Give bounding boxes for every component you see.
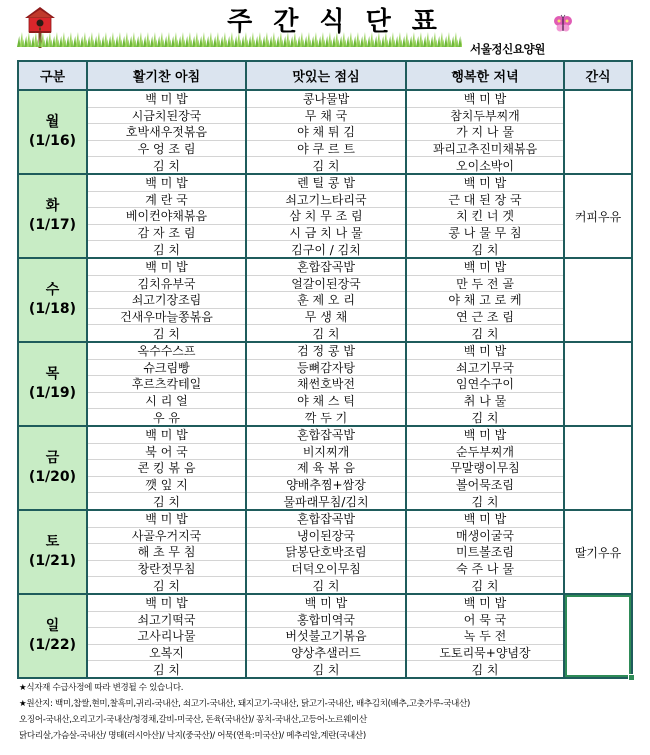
- dinner-item[interactable]: 김 치: [471, 494, 499, 509]
- day-date: (1/21): [28, 553, 77, 569]
- breakfast-item[interactable]: 오복지: [88, 645, 245, 662]
- breakfast-item[interactable]: 호박새우젓볶음: [88, 124, 245, 141]
- lunch-item[interactable]: 무 채 국: [247, 108, 405, 125]
- weekly-menu-table: [17, 60, 633, 679]
- dinner-item[interactable]: 김 치: [471, 410, 499, 425]
- lunch-item[interactable]: 쇠고기느타리국: [247, 192, 405, 209]
- breakfast-item[interactable]: 계 란 국: [88, 192, 245, 209]
- day-label-cell[interactable]: [19, 343, 88, 425]
- note-line: 오징어-국내산,오리고기-국내산/청경채,갈비-미국산, 돈육(국내산)/ 꽁치-국내산,고등어-노르웨이산: [19, 715, 367, 725]
- lunch-item[interactable]: 냉이된장국: [247, 528, 405, 545]
- breakfast-item[interactable]: 깻 잎 지: [88, 477, 245, 494]
- snack-cell[interactable]: 커피우유: [574, 209, 622, 224]
- day-label-cell[interactable]: [19, 91, 88, 173]
- dinner-item[interactable]: 김 치: [471, 662, 499, 677]
- dinner-item[interactable]: 취 나 물: [407, 393, 563, 410]
- breakfast-cell: [88, 343, 247, 425]
- day-label-cell[interactable]: [19, 175, 88, 257]
- breakfast-item[interactable]: 김 치: [153, 242, 180, 257]
- organization-name: 서울정신요양원: [470, 42, 545, 56]
- day-row: [19, 91, 631, 175]
- dinner-item[interactable]: 백 미 밥: [407, 427, 563, 444]
- dinner-item[interactable]: 백 미 밥: [407, 175, 563, 192]
- day-name: 목: [45, 366, 60, 382]
- breakfast-item[interactable]: 백 미 밥: [88, 259, 245, 276]
- lunch-item[interactable]: 혼합잡곡밥: [247, 259, 405, 276]
- notes: [19, 680, 631, 744]
- lunch-item[interactable]: 버섯불고기볶음: [247, 628, 405, 645]
- lunch-item[interactable]: 비지찌개: [247, 444, 405, 461]
- lunch-item[interactable]: 홍합미역국: [247, 612, 405, 629]
- breakfast-cell: [88, 511, 247, 593]
- dinner-item[interactable]: 근 대 된 장 국: [407, 192, 563, 209]
- lunch-item[interactable]: 채썬호박전: [247, 376, 405, 393]
- breakfast-item[interactable]: 백 미 밥: [88, 175, 245, 192]
- dinner-item[interactable]: 김 치: [471, 578, 499, 593]
- breakfast-item[interactable]: 감 자 조 림: [88, 225, 245, 242]
- breakfast-item[interactable]: 슈크림빵: [88, 360, 245, 377]
- day-row: [19, 259, 631, 343]
- breakfast-item[interactable]: 해 초 무 침: [88, 544, 245, 561]
- day-date: (1/19): [28, 385, 77, 401]
- lunch-item[interactable]: 무 생 채: [247, 309, 405, 326]
- lunch-cell: [247, 91, 407, 173]
- breakfast-item[interactable]: 김 치: [153, 158, 180, 173]
- dinner-item[interactable]: 꽈리고추진미채볶음: [407, 141, 563, 158]
- breakfast-item[interactable]: 김 치: [153, 578, 180, 593]
- dinner-item[interactable]: 볼어묵조림: [407, 477, 563, 494]
- lunch-item[interactable]: 김구이 / 김치: [291, 242, 361, 257]
- breakfast-item[interactable]: 고사리나물: [88, 628, 245, 645]
- breakfast-item[interactable]: 백 미 밥: [88, 511, 245, 528]
- snack-cell[interactable]: [565, 427, 631, 509]
- breakfast-cell: [88, 175, 247, 257]
- dinner-item[interactable]: 숙 주 나 물: [407, 561, 563, 578]
- day-date: (1/17): [28, 217, 77, 233]
- dinner-cell: [407, 91, 565, 173]
- lunch-item[interactable]: 제 육 볶 음: [247, 460, 405, 477]
- lunch-item[interactable]: 훈 제 오 리: [247, 292, 405, 309]
- dinner-item[interactable]: 순두부찌개: [407, 444, 563, 461]
- lunch-item[interactable]: 혼합잡곡밥: [247, 511, 405, 528]
- dinner-item[interactable]: 미트볼조림: [407, 544, 563, 561]
- dinner-item[interactable]: 녹 두 전: [407, 628, 563, 645]
- lunch-item[interactable]: 김 치: [312, 662, 340, 677]
- day-label-cell[interactable]: [19, 427, 88, 509]
- day-date: (1/18): [28, 301, 77, 317]
- lunch-item[interactable]: 삼 치 무 조 림: [247, 208, 405, 225]
- day-date: (1/16): [28, 133, 77, 149]
- lunch-item[interactable]: 양상추샐러드: [247, 645, 405, 662]
- dinner-item[interactable]: 백 미 밥: [407, 511, 563, 528]
- breakfast-cell: [88, 259, 247, 341]
- snack-cell[interactable]: [565, 343, 631, 425]
- lunch-item[interactable]: 야 채 튀 김: [247, 124, 405, 141]
- dinner-item[interactable]: 김 치: [471, 326, 499, 341]
- dinner-item[interactable]: 백 미 밥: [407, 91, 563, 108]
- lunch-item[interactable]: 검 정 콩 밥: [247, 343, 405, 360]
- lunch-cell: [247, 427, 407, 509]
- breakfast-item[interactable]: 김 치: [153, 494, 180, 509]
- snack-cell[interactable]: [565, 91, 631, 173]
- breakfast-cell: [88, 595, 247, 677]
- snack-cell[interactable]: 딸기우유: [574, 545, 622, 560]
- day-row: [19, 343, 631, 427]
- lunch-item[interactable]: 김 치: [312, 578, 340, 593]
- lunch-item[interactable]: 백 미 밥: [247, 595, 405, 612]
- lunch-item[interactable]: 깍 두 기: [304, 410, 348, 425]
- day-label-cell[interactable]: [19, 259, 88, 341]
- lunch-item[interactable]: 닭봉단호박조림: [247, 544, 405, 561]
- dinner-item[interactable]: 연 근 조 림: [407, 309, 563, 326]
- dinner-item[interactable]: 무말랭이무침: [407, 460, 563, 477]
- day-name: 월: [45, 114, 60, 130]
- breakfast-item[interactable]: 사골우거지국: [88, 528, 245, 545]
- lunch-cell: [247, 259, 407, 341]
- page-title: 주 간 식 단 표: [227, 7, 443, 37]
- breakfast-item[interactable]: 김 치: [153, 326, 180, 341]
- breakfast-item[interactable]: 우 엉 조 림: [88, 141, 245, 158]
- lunch-item[interactable]: 렌 틸 콩 밥: [247, 175, 405, 192]
- lunch-cell: [247, 175, 407, 257]
- dinner-cell: [407, 259, 565, 341]
- lunch-item[interactable]: 콩나물밥: [247, 91, 405, 108]
- dinner-item[interactable]: 백 미 밥: [407, 259, 563, 276]
- header-breakfast[interactable]: 활기찬 아침: [88, 62, 247, 89]
- dinner-item[interactable]: 도토리묵+양념장: [407, 645, 563, 662]
- day-date: (1/20): [28, 469, 77, 485]
- header-row: [19, 62, 631, 91]
- dinner-item[interactable]: 참치두부찌개: [407, 108, 563, 125]
- dinner-cell: [407, 511, 565, 593]
- day-name: 금: [45, 450, 60, 466]
- lunch-item[interactable]: 야 쿠 르 트: [247, 141, 405, 158]
- lunch-item[interactable]: 얼갈이된장국: [247, 276, 405, 293]
- dinner-item[interactable]: 백 미 밥: [407, 595, 563, 612]
- lunch-item[interactable]: 더덕오이무침: [247, 561, 405, 578]
- butterfly-icon: [553, 14, 573, 34]
- day-name: 수: [45, 282, 60, 298]
- breakfast-cell: [88, 427, 247, 509]
- lunch-item[interactable]: 등뼈감자탕: [247, 360, 405, 377]
- day-date: (1/22): [28, 637, 77, 653]
- breakfast-item[interactable]: 북 어 국: [88, 444, 245, 461]
- day-row: [19, 595, 631, 677]
- lunch-item[interactable]: 야 채 스 틱: [247, 393, 405, 410]
- day-name: 토: [45, 534, 60, 550]
- dinner-cell: [407, 343, 565, 425]
- snack-cell[interactable]: [565, 259, 631, 341]
- breakfast-item[interactable]: 백 미 밥: [88, 595, 245, 612]
- breakfast-item[interactable]: 시금치된장국: [88, 108, 245, 125]
- dinner-item[interactable]: 만 두 전 골: [407, 276, 563, 293]
- note-line: 닭다리살,가슴살-국내산/ 명태(러시아산)/ 낙지(중국산)/ 어묵(연육:미국산)/ 메추리알,계란(국내산): [19, 731, 366, 741]
- dinner-item[interactable]: 어 묵 국: [407, 612, 563, 629]
- header-category[interactable]: 구분: [19, 62, 88, 89]
- lunch-item[interactable]: 혼합잡곡밥: [247, 427, 405, 444]
- day-row: [19, 175, 631, 259]
- lunch-item[interactable]: 물파래무침/김치: [283, 494, 369, 509]
- lunch-item[interactable]: 양배추찜+쌈장: [247, 477, 405, 494]
- breakfast-item[interactable]: 건새우마늘쫑볶음: [88, 309, 245, 326]
- dinner-item[interactable]: 임연수구이: [407, 376, 563, 393]
- day-label-cell[interactable]: [19, 511, 88, 593]
- header-dinner[interactable]: 행복한 저녁: [407, 62, 565, 89]
- dinner-cell: [407, 175, 565, 257]
- day-row: [19, 427, 631, 511]
- header-lunch[interactable]: 맛있는 점심: [247, 62, 407, 89]
- breakfast-item[interactable]: 베이컨야채볶음: [88, 208, 245, 225]
- breakfast-item[interactable]: 후르츠칵테일: [88, 376, 245, 393]
- dinner-item[interactable]: 야 채 고 로 케: [407, 292, 563, 309]
- lunch-cell: [247, 511, 407, 593]
- note-line: ★식자재 수급사정에 따라 변경될 수 있습니다.: [19, 683, 184, 693]
- header-snack[interactable]: 간식: [585, 70, 611, 85]
- day-label-cell[interactable]: [19, 595, 88, 677]
- day-name: 화: [45, 198, 60, 214]
- breakfast-item[interactable]: 우 유: [153, 410, 180, 425]
- dinner-item[interactable]: 가 지 나 물: [407, 124, 563, 141]
- lunch-cell: [247, 595, 407, 677]
- breakfast-item[interactable]: 김 치: [153, 662, 180, 677]
- snack-cell[interactable]: [565, 595, 631, 677]
- dinner-item[interactable]: 백 미 밥: [407, 343, 563, 360]
- breakfast-item[interactable]: 시 리 얼: [88, 393, 245, 410]
- day-row: [19, 511, 631, 595]
- breakfast-item[interactable]: 쇠고기장조림: [88, 292, 245, 309]
- breakfast-item[interactable]: 옥수수스프: [88, 343, 245, 360]
- dinner-item[interactable]: 치 킨 너 겟: [407, 208, 563, 225]
- dinner-item[interactable]: 오이소박이: [456, 158, 514, 173]
- dinner-item[interactable]: 김 치: [471, 242, 499, 257]
- breakfast-item[interactable]: 김치유부국: [88, 276, 245, 293]
- lunch-item[interactable]: 김 치: [312, 158, 340, 173]
- day-name: 일: [45, 618, 60, 634]
- lunch-item[interactable]: 김 치: [312, 326, 340, 341]
- dinner-item[interactable]: 콩 나 물 무 침: [407, 225, 563, 242]
- breakfast-item[interactable]: 백 미 밥: [88, 91, 245, 108]
- breakfast-item[interactable]: 백 미 밥: [88, 427, 245, 444]
- breakfast-item[interactable]: 콘 킹 볶 음: [88, 460, 245, 477]
- breakfast-item[interactable]: 창란젓무침: [88, 561, 245, 578]
- dinner-item[interactable]: 매생이굴국: [407, 528, 563, 545]
- lunch-cell: [247, 343, 407, 425]
- lunch-item[interactable]: 시 금 치 나 물: [247, 225, 405, 242]
- note-line: ★원산지: 백미,찹쌀,현미,찰흑미,귀리-국내산, 쇠고기-국내산, 돼지고기-국내산, 닭고기-국내산, 배추김치(배추,고춧가루-국내산): [19, 699, 471, 709]
- dinner-item[interactable]: 쇠고기무국: [407, 360, 563, 377]
- dinner-cell: [407, 427, 565, 509]
- breakfast-cell: [88, 91, 247, 173]
- dinner-cell: [407, 595, 565, 677]
- breakfast-item[interactable]: 쇠고기떡국: [88, 612, 245, 629]
